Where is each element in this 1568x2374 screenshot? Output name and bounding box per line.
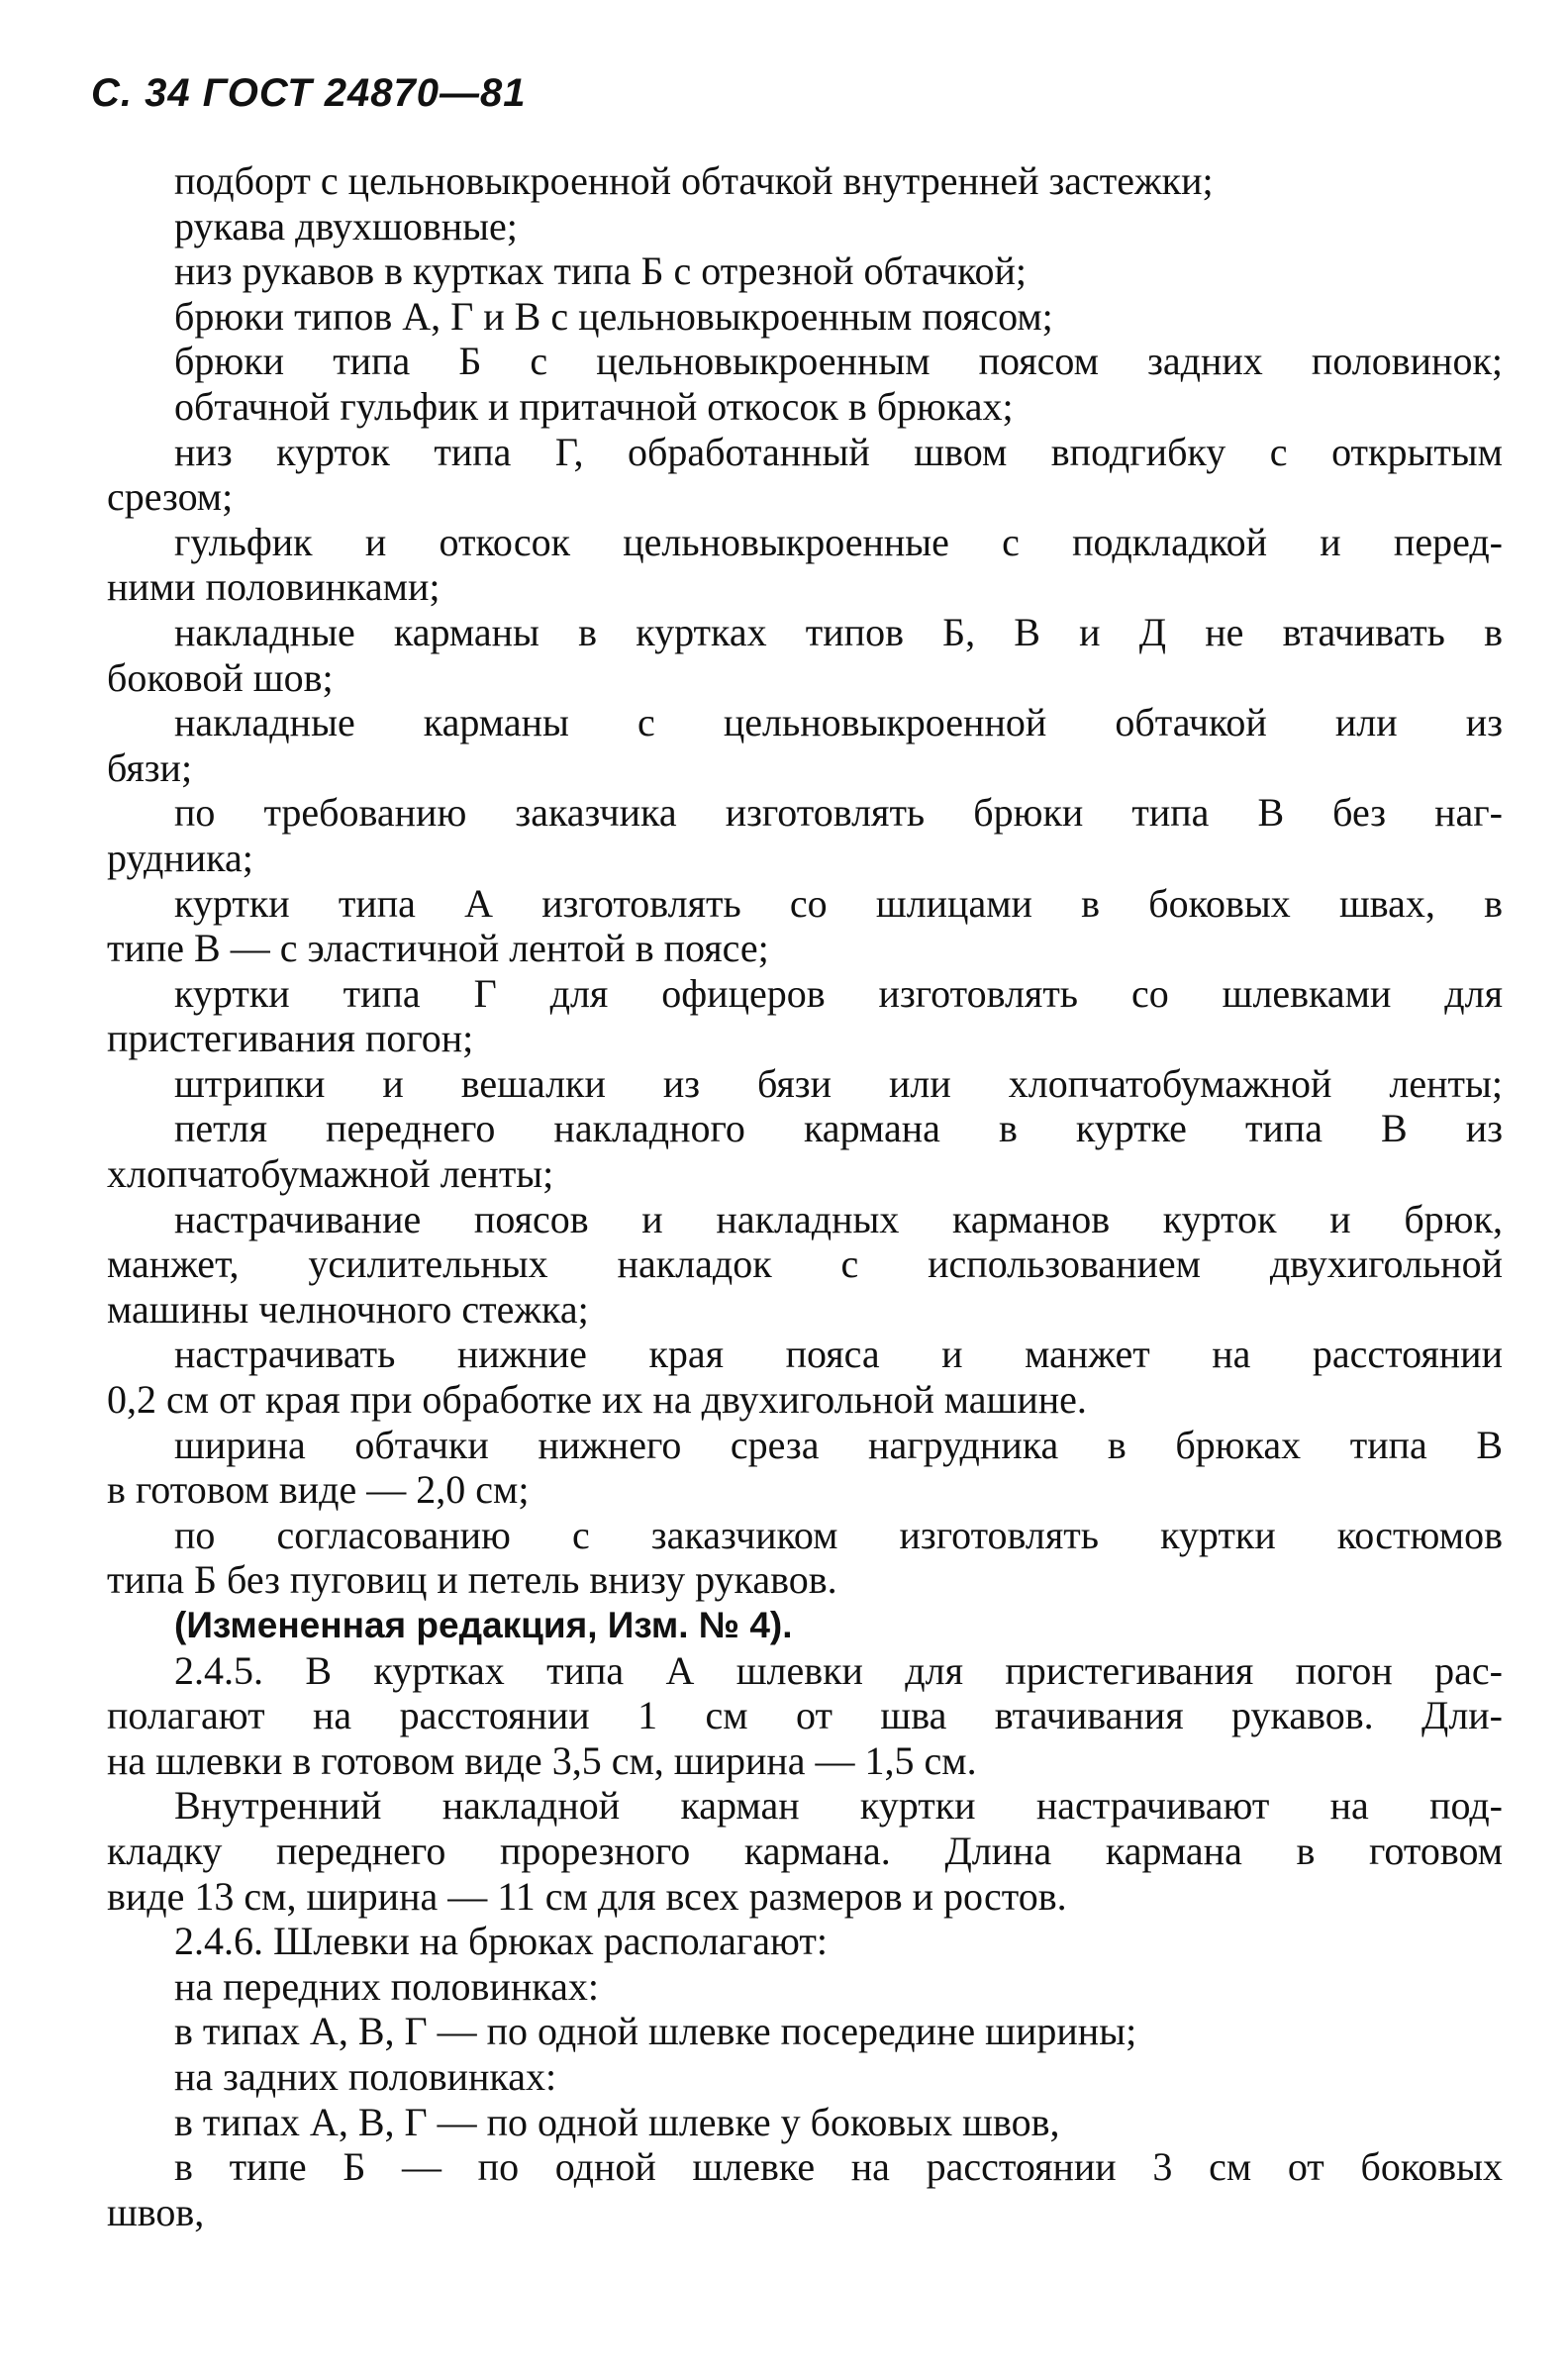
text-line: в типе Б — по одной шлевке на расстоянии 3 см от боковых bbox=[174, 2144, 1503, 2190]
text-line: куртки типа А изготовлять со шлицами в боковых швах, в bbox=[174, 880, 1503, 926]
text-line: в типах А, В, Г — по одной шлевке у боковых швов, bbox=[174, 2099, 1060, 2144]
text-line: накладные карманы в куртках типов Б, В и Д не втачивать в bbox=[174, 609, 1503, 654]
text-line: боковой шов; bbox=[107, 654, 334, 700]
body-text bbox=[107, 158, 1503, 2234]
text-line: по согласованию с заказчиком изготовлять куртки костюмов bbox=[174, 1512, 1503, 1557]
text-line: подборт с цельновыкроенной обтачкой внутренней застежки; bbox=[174, 158, 1214, 203]
page-header: С. 34 ГОСТ 24870—81 bbox=[91, 71, 527, 115]
amendment-note: (Измененная редакция, Изм. № 4). bbox=[174, 1605, 793, 1645]
text-line: брюки типа Б с цельновыкроенным поясом задних половинок; bbox=[174, 339, 1503, 384]
text-line: накладные карманы с цельновыкроенной обтачкой или из bbox=[174, 700, 1503, 745]
text-line: брюки типов А, Г и В с цельновыкроенным поясом; bbox=[174, 293, 1053, 339]
text-line: рукава двухшовные; bbox=[174, 203, 518, 248]
text-line: манжет, усилительных накладок с использованием двухигольной bbox=[107, 1241, 1503, 1287]
text-line: по требованию заказчика изготовлять брюки типа В без наг- bbox=[174, 790, 1503, 836]
text-line: 2.4.6. Шлевки на брюках располагают: bbox=[174, 1919, 828, 1964]
text-line: штрипки и вешалки из бязи или хлопчатобумажной ленты; bbox=[174, 1060, 1503, 1106]
text-line: машины челночного стежка; bbox=[107, 1286, 589, 1332]
text-line: на задних половинках: bbox=[174, 2053, 557, 2099]
text-line: рудника; bbox=[107, 835, 253, 880]
text-line: кладку переднего прорезного кармана. Длина кармана в готовом bbox=[107, 1828, 1503, 1873]
text-line: обтачной гульфик и притачной откосок в брюках; bbox=[174, 383, 1014, 429]
text-line: швов, bbox=[107, 2189, 205, 2234]
text-line: 0,2 см от края при обработке их на двухигольной машине. bbox=[107, 1377, 1087, 1423]
text-line: пристегивания погон; bbox=[107, 1016, 474, 1061]
text-line: виде 13 см, ширина — 11 см для всех размеров и ростов. bbox=[107, 1873, 1067, 1919]
text-line: гульфик и откосок цельновыкроенные с подкладкой и перед- bbox=[174, 519, 1503, 564]
text-line: срезом; bbox=[107, 474, 234, 520]
text-line: низ рукавов в куртках типа Б с отрезной обтачкой; bbox=[174, 248, 1028, 294]
text-line: хлопчатобумажной ленты; bbox=[107, 1151, 554, 1197]
text-line: петля переднего накладного кармана в куртке типа В из bbox=[174, 1106, 1503, 1151]
text-line: ширина обтачки нижнего среза нагрудника в брюках типа В bbox=[174, 1422, 1503, 1467]
text-line: куртки типа Г для офицеров изготовлять со шлевками для bbox=[174, 970, 1503, 1016]
text-line: настрачивание поясов и накладных карманов курток и брюк, bbox=[174, 1196, 1503, 1241]
text-line: в готовом виде — 2,0 см; bbox=[107, 1467, 530, 1513]
text-line: 2.4.5. В куртках типа А шлевки для пристегивания погон рас- bbox=[174, 1647, 1503, 1693]
text-line: на передних половинках: bbox=[174, 1963, 599, 2009]
text-line: низ курток типа Г, обработанный швом вподгибку с открытым bbox=[174, 429, 1503, 474]
text-line: ними половинками; bbox=[107, 564, 441, 610]
text-line: настрачивать нижние края пояса и манжет на расстоянии bbox=[174, 1332, 1503, 1377]
text-line: Внутренний накладной карман куртки настрачивают на под- bbox=[174, 1783, 1503, 1829]
text-line: типа Б без пуговиц и петель внизу рукавов. bbox=[107, 1557, 837, 1603]
text-line: полагают на расстоянии 1 см от шва втачивания рукавов. Дли- bbox=[107, 1693, 1503, 1738]
text-line: бязи; bbox=[107, 744, 193, 790]
text-line: в типах А, В, Г — по одной шлевке посередине ширины; bbox=[174, 2009, 1137, 2054]
text-line: на шлевки в готовом виде 3,5 см, ширина — 1,5 см. bbox=[107, 1737, 977, 1783]
text-line: типе В — с эластичной лентой в поясе; bbox=[107, 926, 769, 971]
